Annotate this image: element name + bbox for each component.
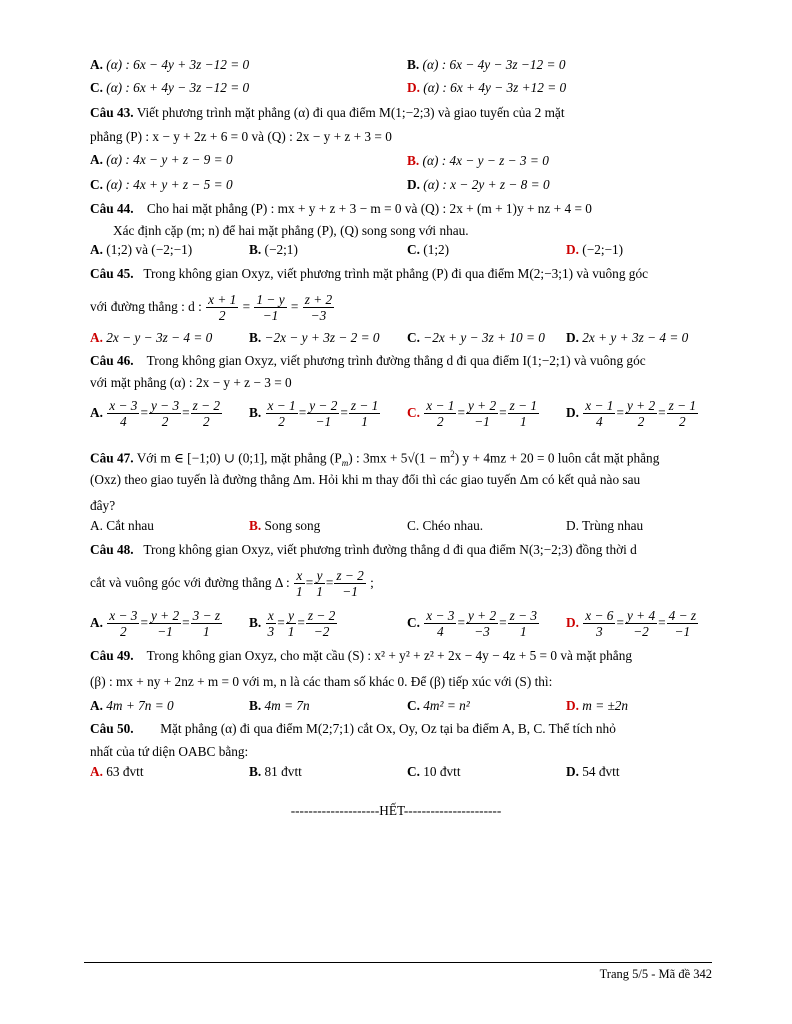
q46-stem-line2: với mặt phẳng (α) : 2x − y + z − 3 = 0 bbox=[90, 375, 292, 390]
q43-option-d: D. (α) : x − 2y + z − 8 = 0 bbox=[407, 177, 550, 192]
q46-option-b: B. $\frac{x - 1}{2}$ = $\frac{y - 2}{-1}$ = $\frac{z - 1}{1}$ bbox=[249, 398, 379, 430]
q49-stem-line2: (β) : mx + ny + 2nz + m = 0 với m, n là các tham số khác 0. Để (β) tiếp xúc với (S) thì: bbox=[90, 674, 553, 689]
q46-option-d: D. $\frac{x - 1}{4}$ = $\frac{y + 2}{2}$ = $\frac{z - 1}{2}$ bbox=[566, 398, 697, 430]
q50-option-a: A. 63 đvtt bbox=[90, 764, 144, 779]
end-marker: --------------------HẾT---------------------- bbox=[290, 803, 502, 818]
q48-stem-line1: Câu 48. Trong không gian Oxyz, viết phương trình đường thẳng d đi qua điểm N(3;−2;3) đồng thời d bbox=[90, 542, 637, 557]
q42-option-b: B. (α) : 6x − 4y − 3z −12 = 0 bbox=[407, 57, 566, 72]
q50-stem-line2: nhất của tứ diện OABC bằng: bbox=[90, 744, 249, 759]
q45-fraction: $\frac{1 - y}{-1}$ bbox=[256, 292, 285, 324]
q48-option-d: D. $\frac{x - 6}{3}$ = $\frac{y + 4}{-2}$ = $\frac{4 - z}{-1}$ bbox=[566, 608, 697, 640]
page-footer: Trang 5/5 - Mã đề 342 bbox=[599, 967, 712, 981]
q47-option-d: D. Trùng nhau bbox=[566, 518, 644, 533]
q48-stem-line2: cắt và vuông góc với đường thẳng Δ : $\frac{x}{1}$ = $\frac{y}{1}$ = $\frac{z - 2}{-1}$ ; bbox=[90, 568, 374, 600]
q46-option-a: A. $\frac{x - 3}{4}$ = $\frac{y - 3}{2}$ = $\frac{z - 2}{2}$ bbox=[90, 398, 221, 430]
q43-stem-line2: phẳng (P) : x − y + 2z + 6 = 0 và (Q) : 2x − y + z + 3 = 0 bbox=[90, 129, 392, 144]
q42-option-a: A. (α) : 6x − 4y + 3z −12 = 0 bbox=[90, 57, 250, 72]
q44-stem-line1: Câu 44. Cho hai mặt phẳng (P) : mx + y + z + 3 − m = 0 và (Q) : 2x + (m + 1)y + nz + 4 = 0 bbox=[90, 201, 592, 216]
q45-fraction: $\frac{x + 1}{2}$ bbox=[208, 292, 237, 324]
q44-option-a: A. (1;2) và (−2;−1) bbox=[90, 242, 193, 257]
q45-stem-line2: với đường thẳng : d : $\frac{x + 1}{2}$ = $\frac{1 - y}{-1}$ = $\frac{z + 2}{-3}$ bbox=[90, 292, 333, 324]
q45-option-c: C. −2x + y − 3z + 10 = 0 bbox=[407, 330, 545, 345]
q46-option-c: C. $\frac{x - 1}{2}$ = $\frac{y + 2}{-1}$ = $\frac{z - 1}{1}$ bbox=[407, 398, 538, 430]
q50-option-b: B. 81 đvtt bbox=[249, 764, 302, 779]
q50-option-c: C. 10 đvtt bbox=[407, 764, 461, 779]
q43-option-b: B. (α) : 4x − y − z − 3 = 0 bbox=[407, 153, 549, 168]
q45-option-a: A. 2x − y − 3z − 4 = 0 bbox=[90, 330, 213, 345]
q49-option-b: B. 4m = 7n bbox=[249, 698, 310, 713]
q49-option-c: C. 4m² = n² bbox=[407, 698, 470, 713]
q42-option-c: C. (α) : 6x + 4y − 3z −12 = 0 bbox=[90, 80, 250, 95]
q48-option-b: B. $\frac{x}{3}$ = $\frac{y}{1}$ = $\frac{z - 2}{-2}$ bbox=[249, 608, 336, 640]
q44-option-b: B. (−2;1) bbox=[249, 242, 298, 257]
q42-option-d: D. (α) : 6x + 4y − 3z +12 = 0 bbox=[407, 80, 567, 95]
q49-stem-line1: Câu 49. Trong không gian Oxyz, cho mặt cầu (S) : x² + y² + z² + 2x − 4y − 4z + 5 = 0 và mặt phẳng bbox=[90, 648, 632, 663]
footer-divider bbox=[84, 962, 712, 963]
q47-option-a: A. Cắt nhau bbox=[90, 518, 154, 533]
q49-option-a: A. 4m + 7n = 0 bbox=[90, 698, 174, 713]
q45-stem-line1: Câu 45. Trong không gian Oxyz, viết phương trình mặt phẳng (P) đi qua điểm M(2;−3;1) và vuông góc bbox=[90, 266, 649, 281]
q49-option-d: D. m = ±2n bbox=[566, 698, 629, 713]
q48-option-c: C. $\frac{x - 3}{4}$ = $\frac{y + 2}{-3}$ = $\frac{z - 3}{1}$ bbox=[407, 608, 538, 640]
q44-option-d: D. (−2;−1) bbox=[566, 242, 624, 257]
q46-stem-line1: Câu 46. Trong không gian Oxyz, viết phương trình đường thẳng d đi qua điểm I(1;−2;1) và vuông góc bbox=[90, 353, 646, 368]
q50-option-d: D. 54 đvtt bbox=[566, 764, 620, 779]
q47-stem-line1: Câu 47. Với m ∈ [−1;0) ∪ (0;1], mặt phẳng $(P_m)$ : $3mx + 5√(1 - m^2)$ y + 4mz + 20 = 0 luôn cắt mặt phẳng bbox=[90, 449, 660, 469]
q47-stem-line2: (Oxz) theo giao tuyến là đường thẳng Δm. Hỏi khi m thay đổi thì các giao tuyến Δm có kết quả nào sau bbox=[90, 472, 641, 487]
q47-option-c: C. Chéo nhau. bbox=[407, 518, 484, 533]
q45-fraction: $\frac{z + 2}{-3}$ bbox=[304, 292, 333, 324]
q45-option-b: B. −2x − y + 3z − 2 = 0 bbox=[249, 330, 380, 345]
q48-option-a: A. $\frac{x - 3}{2}$ = $\frac{y + 2}{-1}$ = $\frac{3 - z}{1}$ bbox=[90, 608, 221, 640]
q43-option-c: C. (α) : 4x + y + z − 5 = 0 bbox=[90, 177, 233, 192]
q50-stem-line1: Câu 50. Mặt phẳng (α) đi qua điểm M(2;7;1) cắt Ox, Oy, Oz tại ba điểm A, B, C. Thể tích nhỏ bbox=[90, 721, 616, 736]
q43-option-a: A. (α) : 4x − y + z − 9 = 0 bbox=[90, 152, 233, 167]
q44-stem-line2: Xác định cặp (m; n) để hai mặt phẳng (P), (Q) song song với nhau. bbox=[113, 223, 469, 238]
q43-stem-line1: Câu 43. Viết phương trình mặt phẳng (α) đi qua điểm M(1;−2;3) và giao tuyến của 2 mặt bbox=[90, 105, 565, 120]
q44-option-c: C. (1;2) bbox=[407, 242, 450, 257]
q45-option-d: D. 2x + y + 3z − 4 = 0 bbox=[566, 330, 689, 345]
q47-option-b: B. Song song bbox=[249, 518, 321, 533]
q47-stem-line3: đây? bbox=[90, 498, 116, 513]
